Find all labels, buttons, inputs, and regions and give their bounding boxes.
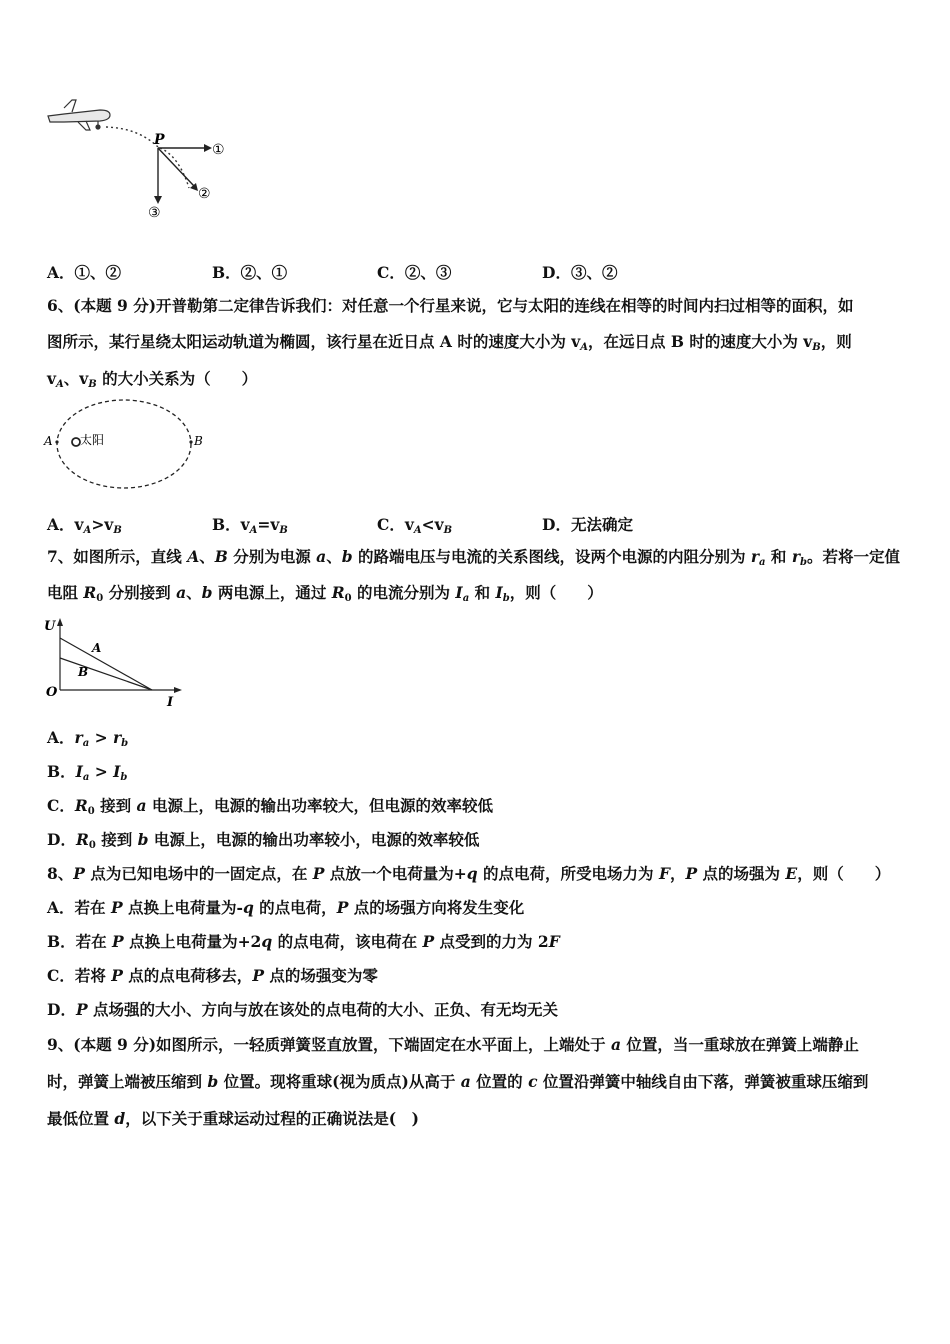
- q6-line-3: $v_A$、$v_B$ 的大小关系为（ ）: [47, 369, 258, 390]
- point-a-dot: [55, 440, 58, 443]
- q7-line-2: 电阻 $R_0$ 分别接到 a、b 两电源上，通过 $R_0$ 的电流分别为 $I_a$ 和 $I_b$，则（ ）: [47, 583, 603, 604]
- arrow-3-head: [154, 196, 162, 204]
- q7-option-d[interactable]: D．$R_0$ 接到 b 电源上，电源的输出功率较小，电源的效率较低: [47, 830, 480, 851]
- label-o: O: [46, 685, 58, 700]
- option-key: A．: [47, 263, 75, 282]
- orbit-label-a: A: [44, 434, 53, 448]
- option-key: D．: [542, 263, 571, 282]
- q5-option-a[interactable]: [47, 261, 121, 283]
- airplane-icon: [48, 100, 110, 130]
- option-key: C．: [377, 263, 405, 282]
- q5-figure: [44, 96, 244, 226]
- q7-figure: [42, 614, 192, 709]
- arrow-1-label: ①: [212, 142, 225, 158]
- q9-line-3: 最低位置 d，以下关于重球运动过程的正确说法是( ): [47, 1109, 419, 1128]
- q6-orbit-svg: [40, 398, 210, 494]
- q6-line-2: 图所示，某行星绕太阳运动轨道为椭圆，该行星在近日点 A 时的速度大小为 $v_A$，在远日点 B 时的速度大小为 $v_B$，则: [47, 332, 852, 353]
- option-key: B．: [212, 263, 241, 282]
- orbit-label-b: B: [194, 434, 203, 448]
- q8-option-c[interactable]: C．若将 P 点的点电荷移去，P 点的场强变为零: [47, 966, 378, 985]
- option-text: ②、①: [240, 263, 288, 282]
- arrow-2-label: ②: [198, 186, 211, 202]
- trajectory-dotted: [106, 127, 159, 148]
- q7-option-b[interactable]: B．$I_a > I_b$: [47, 762, 128, 783]
- sun-label: 太阳: [80, 433, 105, 447]
- axis-u-arrow: [57, 618, 63, 626]
- label-b: B: [78, 665, 89, 679]
- arrow-2: [158, 148, 194, 186]
- point-b-dot: [189, 440, 192, 443]
- q5-figure-svg: [44, 96, 244, 226]
- q8-option-a[interactable]: A．若在 P 点换上电荷量为-q 的点电荷，P 点的场强方向将发生变化: [47, 898, 525, 917]
- q7-option-a[interactable]: A．$r_a > r_b$: [47, 728, 129, 749]
- arrow-3-label: ③: [148, 205, 161, 221]
- option-text: ③、②: [570, 263, 618, 282]
- q6-option-c[interactable]: C．$v_A<v_B$: [377, 515, 453, 536]
- sun-icon: [72, 438, 80, 446]
- q9-line-2: 时，弹簧上端被压缩到 b 位置。现将重球(视为质点)从高于 a 位置的 c 位置沿弹簧中轴线自由下落，弹簧被重球压缩到: [47, 1072, 869, 1091]
- label-i: I: [167, 695, 174, 709]
- point-p-label: P: [154, 132, 165, 148]
- arrow-1-head: [204, 144, 212, 152]
- q5-option-b[interactable]: [212, 261, 287, 283]
- q8-option-d[interactable]: D．P 点场强的大小、方向与放在该处的点电荷的大小、正负、有无均无关: [47, 1000, 559, 1019]
- q9-line-1: 9、(本题 9 分)如图所示，一轻质弹簧竖直放置，下端固定在水平面上，上端处于 a 位置，当一重球放在弹簧上端静止: [47, 1035, 859, 1054]
- line-b: [60, 658, 152, 690]
- q8-option-b[interactable]: B．若在 P 点换上电荷量为+2q 的点电荷，该电荷在 P 点受到的力为 2F: [47, 932, 560, 951]
- option-text: ①、②: [74, 263, 122, 282]
- q6-options: [47, 513, 917, 536]
- q7-option-c[interactable]: C．$R_0$ 接到 a 电源上，电源的输出功率较大，但电源的效率较低: [47, 796, 493, 817]
- q7-line-1: 7、如图所示，直线 A、B 分别为电源 a、b 的路端电压与电流的关系图线，设两个电源的内阻分别为 $r_a$ 和 $r_b$。若将一定值: [47, 547, 900, 568]
- q5-option-c[interactable]: [377, 261, 451, 283]
- q5-options: [47, 261, 917, 281]
- q6-option-d[interactable]: D．无法确定: [542, 515, 633, 534]
- q6-option-b[interactable]: B．$v_A=v_B$: [212, 515, 288, 536]
- option-text: ②、③: [404, 263, 452, 282]
- axis-i-arrow: [174, 687, 182, 693]
- arrow-2-head: [190, 183, 198, 191]
- q6-option-a[interactable]: A．$v_A>v_B$: [47, 515, 122, 536]
- q5-option-d[interactable]: [542, 261, 617, 283]
- line-a: [60, 638, 152, 690]
- q6-line-1: 6、(本题 9 分)开普勒第二定律告诉我们：对任意一个行星来说，它与太阳的连线在相等的时间内扫过相等的面积，如: [47, 296, 854, 315]
- q8-stem: 8、P 点为已知电场中的一固定点，在 P 点放一个电荷量为+q 的点电荷，所受电场力为 F，P 点的场强为 E，则（ ）: [47, 864, 891, 883]
- label-u: U: [44, 619, 56, 634]
- orbit-ellipse: [57, 400, 191, 488]
- label-a: A: [92, 641, 102, 655]
- q7-ui-graph: [42, 614, 192, 709]
- q6-figure: [40, 398, 210, 494]
